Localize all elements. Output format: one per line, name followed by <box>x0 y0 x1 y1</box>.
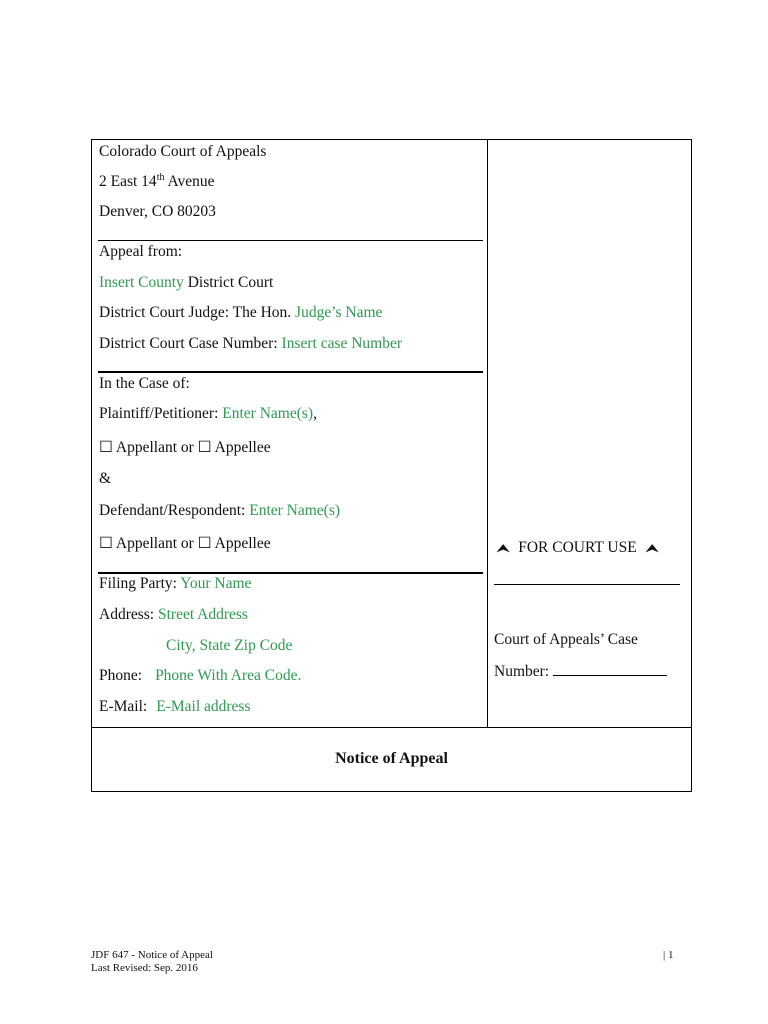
for-court-use-label <box>496 539 657 557</box>
case-number-line <box>99 335 402 353</box>
filing-party-label: Filing Party: <box>99 575 181 592</box>
court-use-rule <box>494 584 680 585</box>
street-prefix: 2 East 14 <box>99 173 157 190</box>
email-field[interactable]: E-Mail address <box>156 698 251 715</box>
filing-party-field[interactable]: Your Name <box>180 575 252 592</box>
email-label: E-Mail: <box>99 698 148 715</box>
appellee-label: Appellee <box>211 535 271 552</box>
for-court-use-text: FOR COURT USE <box>518 539 637 556</box>
caption-bottom-rule <box>92 727 691 728</box>
court-street <box>99 173 215 191</box>
appeals-case-number-line <box>494 662 667 681</box>
page-number: | 1 <box>663 949 674 961</box>
document-title: Notice of Appeal <box>335 750 448 767</box>
separator-3 <box>98 572 483 574</box>
column-divider <box>487 140 488 728</box>
appellant-label: Appellant or <box>112 535 198 552</box>
plaintiff-role-line <box>99 439 271 457</box>
appellant-label: Appellant or <box>112 439 198 456</box>
address-line <box>99 606 248 624</box>
phone-field[interactable]: Phone With Area Code. <box>155 667 302 684</box>
phone-line <box>99 667 301 685</box>
email-line <box>99 698 250 716</box>
footer-form-id: JDF 647 - Notice of Appeal <box>91 949 213 961</box>
ampersand: & <box>99 470 112 487</box>
plaintiff-appellee-checkbox[interactable]: ☐ <box>197 439 212 456</box>
street-suffix: Avenue <box>164 173 215 190</box>
plaintiff-line <box>99 405 317 423</box>
number-label: Number: <box>494 663 553 680</box>
filing-party-line <box>99 575 251 593</box>
defendant-appellee-checkbox[interactable]: ☐ <box>197 535 212 552</box>
separator-2 <box>98 371 483 373</box>
court-name: Colorado Court of Appeals <box>99 143 267 160</box>
defendant-label: Defendant/Respondent: <box>99 502 250 519</box>
separator-1 <box>98 240 483 241</box>
defendant-appellant-checkbox[interactable]: ☐ <box>99 535 113 552</box>
street-address-field[interactable]: Street Address <box>157 606 248 623</box>
judge-line <box>99 304 382 322</box>
defendant-role-line <box>99 535 271 553</box>
judge-name-field[interactable]: Judge’s Name <box>295 304 383 321</box>
phone-label: Phone: <box>99 667 143 684</box>
caption-form <box>91 139 692 792</box>
district-court-line <box>99 274 273 292</box>
city-state-zip-field[interactable]: City, State Zip Code <box>166 637 293 654</box>
up-arrow-icon: ⮝ <box>495 541 511 555</box>
appeal-from-label: Appeal from: <box>99 243 183 260</box>
appeals-case-number-field[interactable] <box>553 662 667 676</box>
plaintiff-appellant-checkbox[interactable]: ☐ <box>99 439 113 456</box>
street-ordinal: th <box>156 171 165 183</box>
judge-label: District Court Judge: The Hon. <box>99 304 296 321</box>
plaintiff-comma: , <box>313 405 317 422</box>
up-arrow-icon: ⮝ <box>644 541 659 555</box>
appeals-case-label: Court of Appeals’ Case <box>494 631 638 648</box>
defendant-line <box>99 502 340 520</box>
footer <box>91 949 213 975</box>
county-field[interactable]: Insert County <box>99 274 184 291</box>
address-label: Address: <box>99 606 158 623</box>
in-case-of-label: In the Case of: <box>99 375 190 392</box>
appellee-label: Appellee <box>211 439 271 456</box>
plaintiff-label: Plaintiff/Petitioner: <box>99 405 223 422</box>
court-city: Denver, CO 80203 <box>99 203 216 220</box>
case-number-field[interactable]: Insert case Number <box>281 335 403 352</box>
footer-revised-date: Last Revised: Sep. 2016 <box>91 962 198 974</box>
plaintiff-name-field[interactable]: Enter Name(s) <box>222 405 314 422</box>
defendant-name-field[interactable]: Enter Name(s) <box>249 502 341 519</box>
district-court-text: District Court <box>183 274 274 291</box>
case-number-label: District Court Case Number: <box>99 335 282 352</box>
